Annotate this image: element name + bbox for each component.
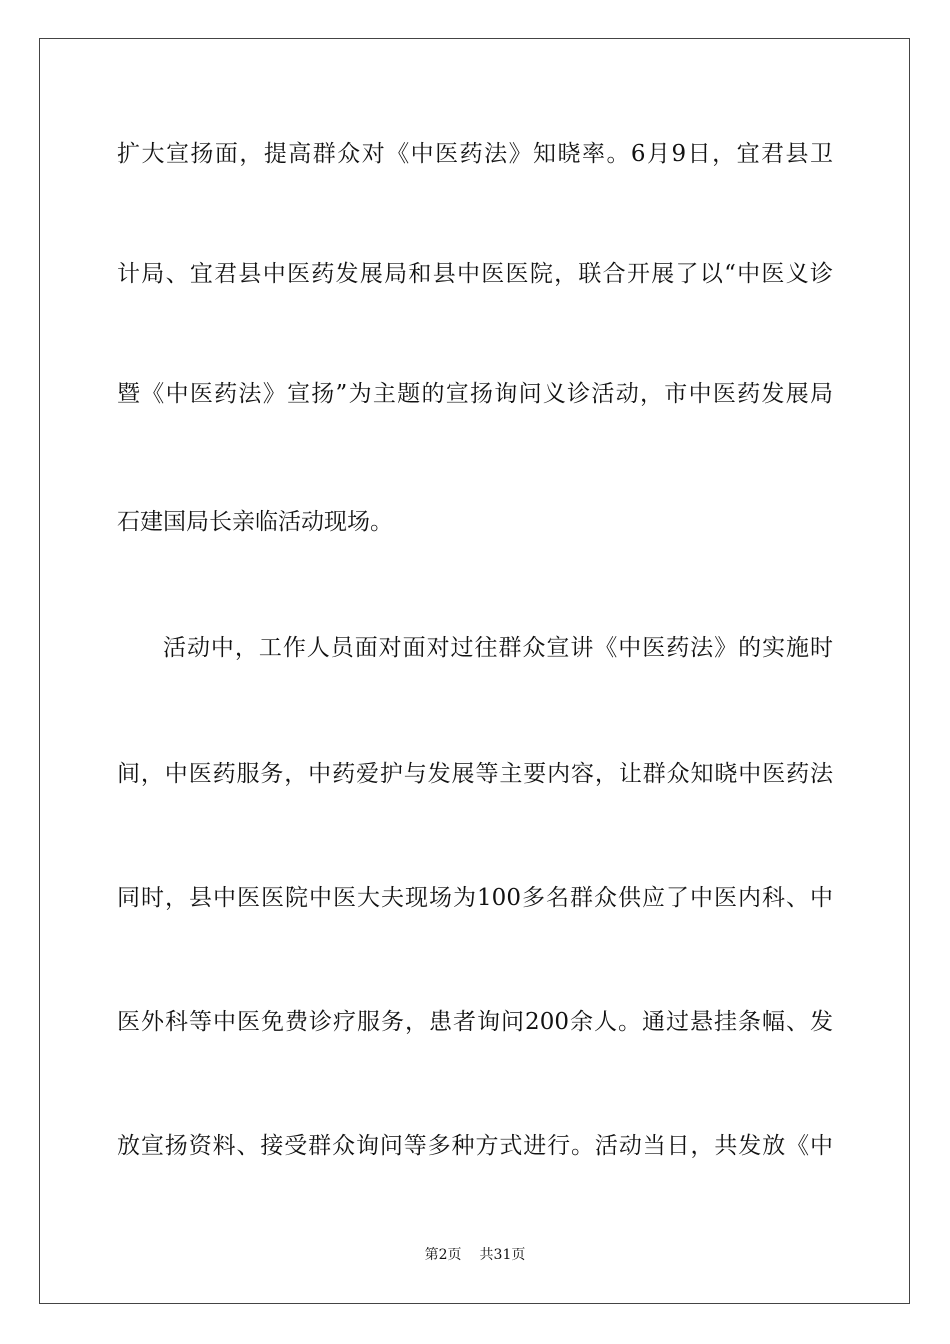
page-number: 第2页: [424, 1247, 462, 1263]
page-frame: [39, 38, 910, 1304]
text-line-5: 活动中，工作人员面对面对过往群众宣讲《中医药法》的实施时: [163, 635, 833, 661]
text-line-2: 计局、宜君县中医药发展局和县中医医院，联合开展了以“中医义诊: [117, 261, 833, 287]
text-line-6: 间，中医药服务，中药爱护与发展等主要内容，让群众知晓中医药法: [117, 761, 833, 787]
text-line-4: 石建国局长亲临活动现场。: [117, 509, 393, 535]
text-line-8: 医外科等中医免费诊疗服务，患者询问200余人。通过悬挂条幅、发: [117, 1009, 833, 1035]
text-line-7: 同时，县中医医院中医大夫现场为100多名群众供应了中医内科、中: [117, 885, 833, 911]
page-footer: [0, 1246, 950, 1264]
page-total: 共31页: [479, 1247, 526, 1263]
text-line-3: 暨《中医药法》宣扬”为主题的宣扬询问义诊活动，市中医药发展局: [117, 381, 833, 407]
text-line-9: 放宣扬资料、接受群众询问等多种方式进行。活动当日，共发放《中: [117, 1133, 833, 1159]
text-line-1: 扩大宣扬面，提高群众对《中医药法》知晓率。6月9日，宜君县卫: [117, 141, 833, 167]
